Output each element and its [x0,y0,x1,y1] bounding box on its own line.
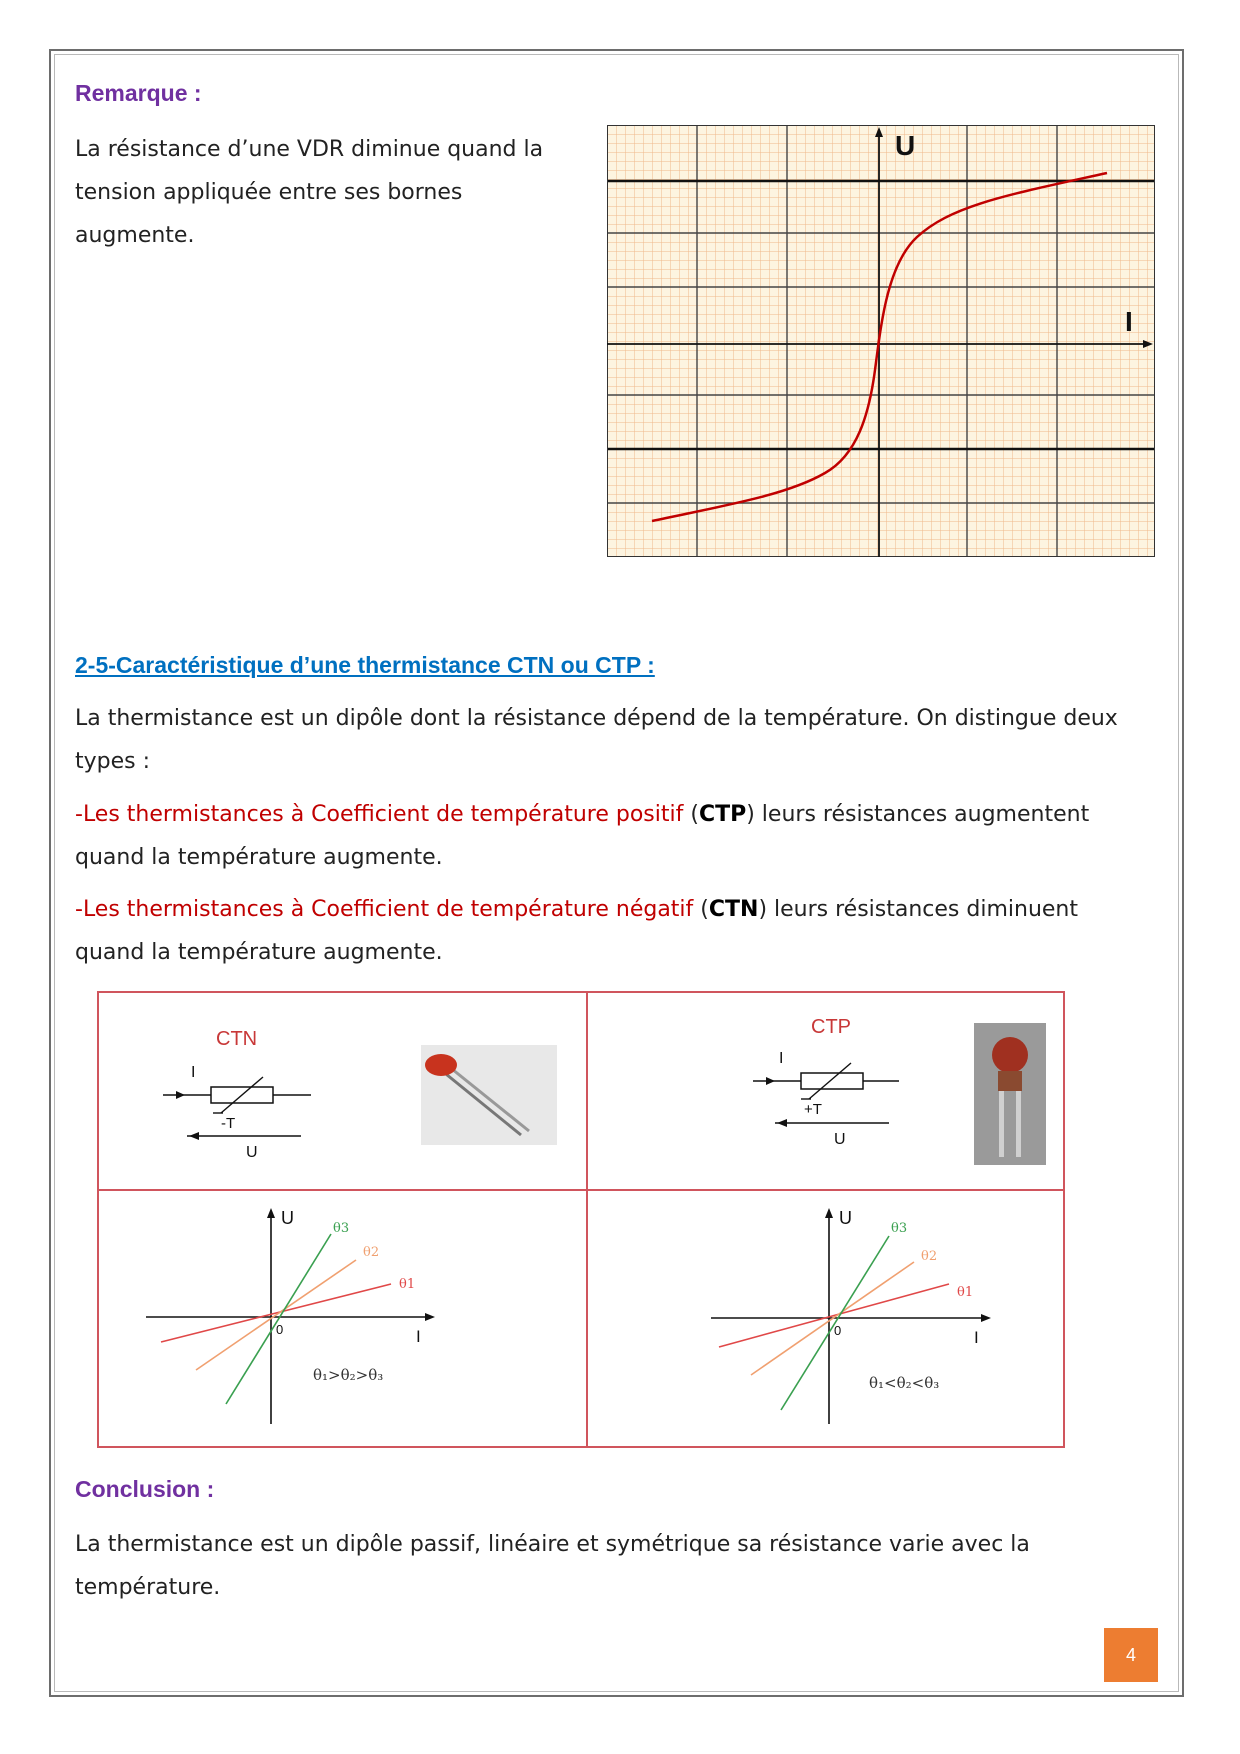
ctp-definition-line-2: quand la température augmente. [75,845,443,870]
vdr-i-label: I [1125,306,1133,337]
ctn-graph-cell [101,1192,585,1446]
conclusion-title: Conclusion : [75,1476,215,1502]
ctn-symbol-cell [101,995,585,1188]
intro-line-1: La thermistance est un dipôle dont la résistance dépend de la température. On distingue deux [75,706,1118,731]
remark-line-3: augmente. [75,223,195,248]
ctp-theta3-label: θ3 [891,1221,908,1236]
vdr-characteristic-graph [607,125,1155,557]
ctp-component-photo [974,1023,1046,1165]
ctn-theta3-label: θ3 [333,1221,350,1236]
ctp-title: CTP [811,1016,851,1038]
remark-line-1: La résistance d’une VDR diminue quand la [75,137,544,162]
page-number: 4 [1104,1628,1158,1682]
ctn-title: CTN [216,1028,258,1050]
ctn-definition-line-2: quand la température augmente. [75,940,443,965]
ctp-theta1-label: θ1 [957,1285,974,1300]
intro-line-2: types : [75,749,151,774]
vdr-u-label: U [895,130,916,161]
ctn-definition-red: -Les thermistances à Coefficient de température négatif [75,897,694,922]
ctn-order-label: θ₁>θ₂>θ₃ [313,1366,384,1384]
ctn-definition: -Les thermistances à Coefficient de température négatif (CTN) leurs résistances diminuent quand la température augmente. [75,888,1165,974]
ctp-abbr: CTP [698,802,747,827]
conclusion-text [75,1523,1165,1609]
ctn-abbr: CTN [708,897,759,922]
ctp-resistor-icon [801,1073,863,1089]
ctn-component-photo [421,1045,557,1145]
ctn-theta1-label: θ1 [399,1277,416,1292]
ctn-voltage-label: U [246,1144,258,1161]
ctp-temp-label: +T [804,1101,822,1118]
section-intro [75,697,1165,783]
ctn-current-label: I [191,1064,196,1081]
ctn-theta2-label: θ2 [363,1245,380,1260]
ctp-graph-cell [589,1192,1063,1446]
remark-text [75,128,595,257]
section-title: 2-5-Caractéristique d’une thermistance CTN ou CTP : [75,652,655,678]
ctn-origin-label: 0 [276,1322,284,1337]
ctp-symbol-cell [589,995,1063,1188]
ctn-graph-u-label: U [281,1208,294,1228]
ctp-graph-u-label: U [839,1208,852,1228]
thermistor-table [97,991,1065,1448]
ctn-temp-label: -T [221,1115,236,1132]
ctp-order-label: θ₁<θ₂<θ₃ [869,1374,940,1392]
ctn-theta2-line [196,1260,356,1370]
ctp-graph-i-label: I [974,1328,979,1347]
conclusion-line-2: température. [75,1575,221,1600]
graph-minor-grid [607,125,1155,557]
conclusion-line-1: La thermistance est un dipôle passif, linéaire et symétrique sa résistance varie avec la [75,1532,1030,1557]
ctp-definition: -Les thermistances à Coefficient de température positif (CTP) leurs résistances augmentent quand la température augmente. [75,793,1165,879]
ctn-graph-i-label: I [416,1327,421,1346]
ctp-voltage-label: U [834,1131,846,1148]
remark-line-2: tension appliquée entre ses bornes [75,180,463,205]
ctp-current-label: I [779,1050,784,1067]
remark-title: Remarque : [75,80,202,106]
ctp-definition-red: -Les thermistances à Coefficient de température positif [75,802,684,827]
ctp-origin-label: 0 [834,1323,842,1338]
ctp-theta2-label: θ2 [921,1249,938,1264]
